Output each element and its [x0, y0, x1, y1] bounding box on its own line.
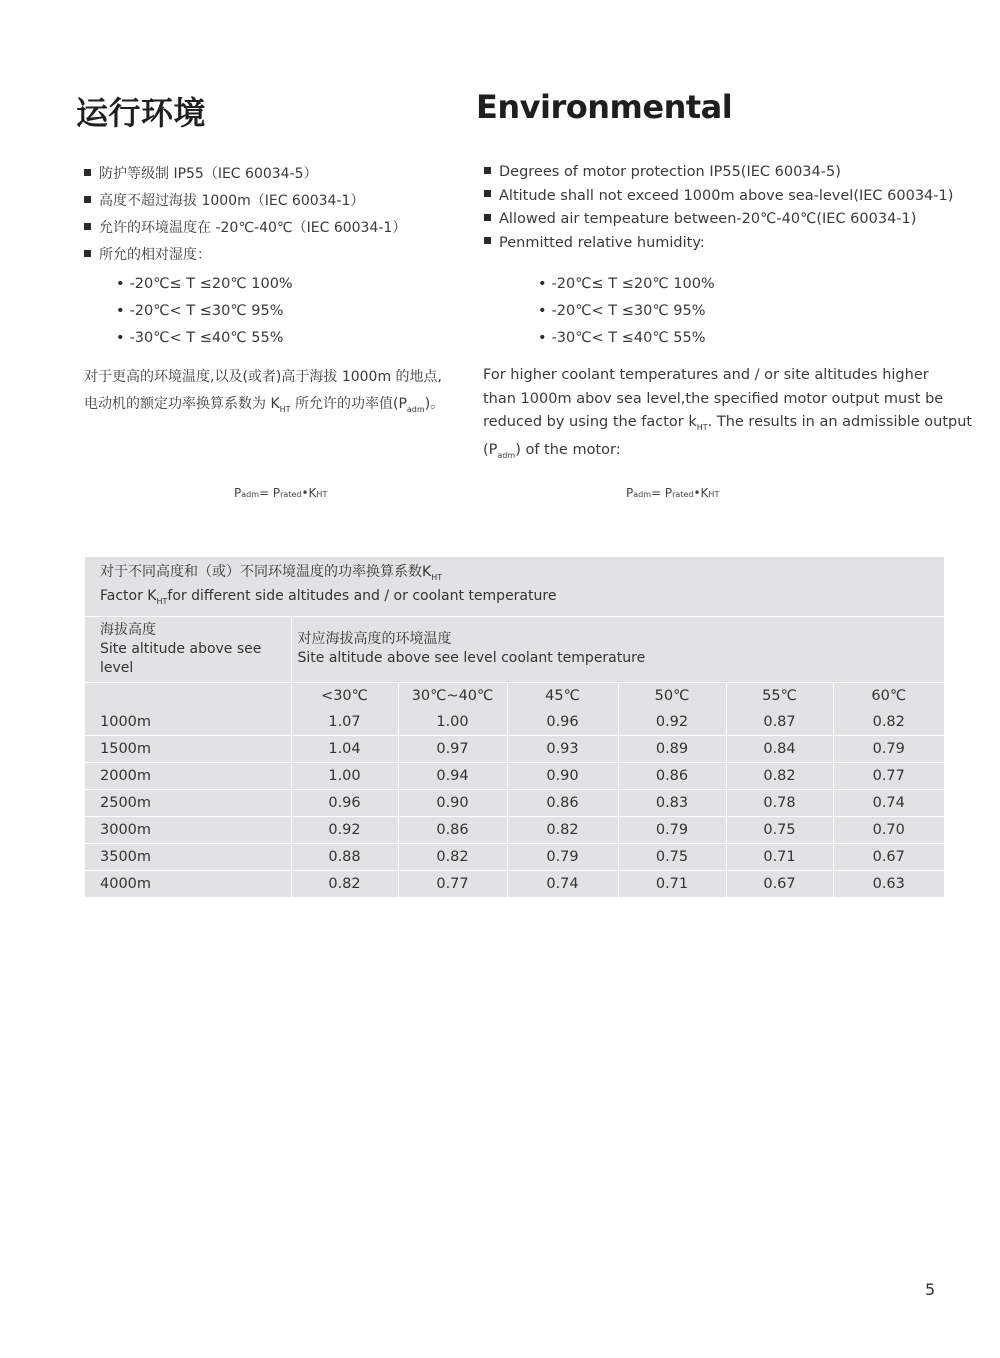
factor-cell: 0.96: [507, 709, 618, 736]
en-bullet: Altitude shall not exceed 1000m above sea-level(IEC 60034-1): [484, 185, 953, 209]
factor-cell: 0.82: [833, 709, 944, 736]
table-row: [85, 816, 944, 843]
table-title: [85, 557, 944, 617]
factor-cell: 0.90: [398, 789, 507, 816]
factor-cell: 0.77: [398, 870, 507, 897]
factor-cell: 1.00: [291, 762, 398, 789]
cn-title: 运行环境: [76, 94, 207, 132]
formula-sub: HT: [316, 490, 328, 499]
en-paragraph: [483, 364, 972, 468]
factor-table: [85, 557, 944, 897]
temp-header: 50℃: [618, 682, 726, 709]
en-title: Environmental: [476, 88, 733, 126]
table-title-en: [100, 587, 929, 611]
en-para-subscript: adm: [497, 451, 516, 461]
factor-cell: 0.82: [398, 843, 507, 870]
en-para-line: For higher coolant temperatures and / or site altitudes higher: [483, 367, 929, 383]
table-title-cn-subscript: HT: [431, 572, 443, 582]
header-temperature-cn: 对应海拔高度的环境温度: [297, 631, 452, 648]
formula-sub: HT: [708, 490, 720, 499]
cn-para-subscript: HT: [279, 404, 291, 414]
formula-sub: rated: [672, 490, 694, 499]
en-para-subscript: HT: [696, 422, 708, 432]
cn-humidity-item: • -30℃< T ≤40℃ 55%: [116, 325, 293, 352]
altitude-cell: 4000m: [85, 870, 291, 897]
altitude-cell: 2000m: [85, 762, 291, 789]
factor-cell: 0.92: [291, 816, 398, 843]
table-row: [85, 843, 944, 870]
en-humidity-item: • -30℃< T ≤40℃ 55%: [538, 325, 715, 352]
formula-sub: adm: [633, 490, 652, 499]
factor-cell: 0.63: [872, 875, 905, 892]
cn-humidity-item: • -20℃< T ≤30℃ 95%: [116, 298, 293, 325]
en-para-text: ) of the motor:: [515, 442, 621, 459]
table-body: [85, 709, 944, 897]
cn-para-text: )。: [424, 396, 445, 412]
factor-cell: 0.67: [726, 870, 833, 897]
formula-text: P: [234, 486, 242, 500]
en-para-line: [483, 411, 972, 439]
factor-cell: 0.74: [833, 789, 944, 816]
factor-cell: 0.78: [726, 789, 833, 816]
factor-cell: 0.93: [507, 735, 618, 762]
factor-cell: 0.79: [618, 816, 726, 843]
factor-cell: 0.87: [726, 709, 833, 736]
factor-cell: 0.74: [507, 870, 618, 897]
cn-humidity-item: • -20℃≤ T ≤20℃ 100%: [116, 271, 293, 298]
formula-text: = P: [259, 486, 281, 500]
factor-cell: 0.90: [507, 762, 618, 789]
altitude-cell: 2500m: [85, 789, 291, 816]
temp-header: <30℃: [291, 682, 398, 709]
en-bullet: Allowed air tempeature between-20℃-40℃(IEC 60034-1): [484, 208, 953, 232]
table-title-en-subscript: HT: [156, 596, 168, 606]
temp-header: 45℃: [507, 682, 618, 709]
factor-cell: 0.67: [833, 843, 944, 870]
factor-cell: 0.82: [507, 816, 618, 843]
cn-formula: [234, 486, 327, 500]
cn-paragraph: [84, 364, 444, 423]
en-humidity-item: • -20℃< T ≤30℃ 95%: [538, 298, 715, 325]
header-altitude-en: Site altitude above see level: [100, 640, 262, 676]
formula-text: •K: [693, 486, 709, 500]
factor-cell: 0.86: [398, 816, 507, 843]
cn-para-text: 电动机的额定功率换算系数为 K: [84, 396, 280, 412]
altitude-cell: 3000m: [85, 816, 291, 843]
factor-cell: 0.86: [618, 762, 726, 789]
en-bullet-list: [484, 161, 953, 255]
en-humidity-item: • -20℃≤ T ≤20℃ 100%: [538, 271, 715, 298]
factor-cell: 0.88: [291, 843, 398, 870]
factor-cell: 0.97: [398, 735, 507, 762]
factor-cell: 0.75: [726, 816, 833, 843]
factor-cell: 0.75: [618, 843, 726, 870]
header-temperature-en: Site altitude above see level coolant temperature: [297, 650, 646, 667]
factor-cell: 0.79: [833, 735, 944, 762]
factor-grid: [85, 617, 944, 897]
cn-bullet: 高度不超过海拔 1000m（IEC 60034-1）: [84, 188, 406, 215]
factor-cell: 1.07: [291, 709, 398, 736]
cn-bullet-list: [84, 161, 406, 269]
altitude-cell: 3500m: [85, 843, 291, 870]
table-title-cn: [100, 563, 929, 587]
cn-bullet: 所允的相对湿度：: [84, 242, 406, 269]
cn-humidity-list: [116, 271, 293, 352]
temperature-header-row: [85, 682, 944, 709]
table-row: [85, 789, 944, 816]
factor-cell: 0.71: [726, 843, 833, 870]
en-formula: [626, 486, 719, 500]
factor-cell: 0.92: [618, 709, 726, 736]
factor-cell: 0.71: [618, 870, 726, 897]
header-temperature: [291, 617, 944, 683]
table-header-row: [85, 617, 944, 683]
en-humidity-list: [538, 271, 715, 352]
en-para-line: than 1000m abov sea level,the specified motor output must be: [483, 390, 944, 407]
cn-bullet: 允许的环境温度在 -20℃-40℃（IEC 60034-1）: [84, 215, 406, 242]
factor-cell: 0.82: [291, 870, 398, 897]
factor-cell: 0.79: [507, 843, 618, 870]
cn-para-text: 所允许的功率值(P: [290, 396, 407, 412]
altitude-cell: 1000m: [85, 709, 291, 736]
table-title-en-text: Factor K: [100, 587, 157, 604]
page-number: 5: [925, 1280, 936, 1299]
formula-text: •K: [301, 486, 317, 500]
temp-header: 55℃: [726, 682, 833, 709]
en-bullet: Degrees of motor protection IP55(IEC 60034-5): [484, 161, 953, 185]
table-row: [85, 735, 944, 762]
formula-sub: rated: [280, 490, 302, 499]
table-row: [85, 709, 944, 736]
altitude-cell: 1500m: [85, 735, 291, 762]
en-para-text: . The results in an admissible output: [707, 414, 973, 430]
temp-header: 30℃~40℃: [398, 682, 507, 709]
table-title-cn-text: 对于不同高度和（或）不同环境温度的功率换算系数K: [100, 564, 432, 580]
factor-cell: 0.82: [726, 762, 833, 789]
factor-cell: 0.94: [398, 762, 507, 789]
header-altitude: [85, 617, 291, 683]
en-para-text: (P: [483, 442, 498, 459]
table-title-en-text: for different side altitudes and / or coolant temperature: [167, 587, 557, 604]
en-para-text: reduced by using the factor k: [483, 414, 697, 430]
factor-cell: 0.84: [726, 735, 833, 762]
header-altitude-cn: 海拔高度: [100, 621, 156, 638]
cn-bullet: 防护等级制 IP55（IEC 60034-5）: [84, 161, 406, 188]
table-row: [85, 870, 944, 897]
formula-text: = P: [651, 486, 673, 500]
factor-cell: 0.96: [291, 789, 398, 816]
blank-cell: [85, 682, 291, 709]
factor-cell: 0.77: [833, 762, 944, 789]
table-row: [85, 762, 944, 789]
cn-para-subscript: adm: [406, 404, 425, 414]
factor-cell: 1.04: [291, 735, 398, 762]
en-para-line: [483, 439, 972, 467]
cn-para-line: [84, 391, 444, 423]
factor-cell: 1.00: [398, 709, 507, 736]
factor-cell: 0.86: [507, 789, 618, 816]
en-bullet: Penmitted relative humidity:: [484, 232, 953, 256]
factor-cell: 0.70: [833, 816, 944, 843]
cn-para-line: 对于更高的环境温度,以及(或者)高于海拔 1000m 的地点,: [84, 369, 442, 385]
formula-text: P: [626, 486, 634, 500]
factor-cell: 0.83: [618, 789, 726, 816]
temp-header: 60℃: [871, 687, 907, 704]
formula-sub: adm: [241, 490, 260, 499]
factor-cell: 0.89: [618, 735, 726, 762]
